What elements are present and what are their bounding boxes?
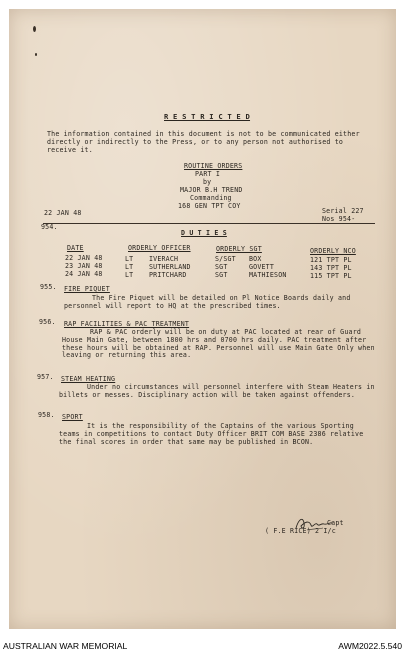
duty-nco: 121 TPT PL [310,256,352,264]
punch-hole [35,53,37,56]
section-number: 956. [39,318,56,326]
order-numbers: Nos 954- [322,215,356,223]
orders-line-2: PART I [195,170,221,178]
section-heading: RAP FACILITIES & PAC TREATMENT [64,320,190,328]
duty-officer-rank: LT [125,271,134,279]
duty-date: 22 JAN 48 [65,254,103,262]
duty-officer-rank: LT [125,255,134,263]
orders-line-5: Commanding [190,194,232,202]
signature-block: ( F.E RICE) 2 I/c [265,527,336,535]
duty-officer-rank: LT [125,263,134,271]
orders-line-3: by [203,178,212,186]
col-orderly-officer: ORDERLY OFFICER [128,244,191,252]
section-heading: STEAM HEATING [61,375,116,383]
duties-heading: D U T I E S [181,229,227,237]
duty-date: 23 JAN 48 [65,262,103,270]
duty-sgt-rank: SGT [215,263,228,271]
section-number: 958. [38,411,55,419]
section-body: It is the responsibility of the Captains of the various Sporting teams in competitions to contact Duty Officer BRIT COM BASE 2386 relative the final scores in order that same may be published in BCON. [59,422,364,446]
duty-sgt-rank: S/SGT [215,255,236,263]
punch-hole [33,26,36,32]
duty-nco: 115 TPT PL [310,272,352,280]
duty-sgt-rank: SGT [215,271,228,279]
orders-line-6: 168 GEN TPT COY [178,202,241,210]
orders-line-4: MAJOR B.H TREND [180,186,243,194]
archive-footer [0,641,405,653]
section-body: RAP & PAC orderly will be on duty at PAC located at rear of Guard House Main Gate, between 1800 hrs and 0700 hrs daily. PAC treatment after these hours will be obtained at RAP. Personnel will use Main Gate Only when leaving or returning this area. [62,328,375,360]
duty-sgt-name: GOVETT [249,263,275,271]
orders-line-1: ROUTINE ORDERS [184,162,243,170]
order-date: 22 JAN 48 [44,209,82,217]
serial-number: Serial 227 [322,207,364,215]
header-divider [43,223,375,224]
section-body: Under no circumstances will personnel interfere with Steam Heaters in billets or messes. Disciplinary action will be taken against offenders. [59,383,375,399]
section-body: The Fire Piquet will be detailed on Pl Notice Boards daily and personnel will report to HQ at the prescribed times. [64,294,351,310]
document-page [9,9,396,629]
duty-date: 24 JAN 48 [65,270,103,278]
col-date: DATE [67,244,84,252]
archive-reference: AWM2022.5.540 [338,641,402,651]
duties-number: 954. [41,223,58,231]
section-heading: SPORT [62,413,83,421]
duty-sgt-name: MATHIESON [249,271,287,279]
section-number: 955. [40,283,57,291]
duty-officer-name: SUTHERLAND [149,263,191,271]
duty-sgt-name: BOX [249,255,262,263]
duty-officer-name: PRITCHARD [149,271,187,279]
section-number: 957. [37,373,54,381]
restricted-title: R E S T R I C T E D [164,112,251,121]
col-orderly-sgt: ORDERLY SGT [216,245,262,253]
col-orderly-nco: ORDERLY NCO [310,247,356,255]
section-heading: FIRE PIQUET [64,285,110,293]
duty-officer-name: IVERACH [149,255,179,263]
duty-nco: 143 TPT PL [310,264,352,272]
security-caveat: The information contained in this document is not to be communicated either directly or indirectly to the Press, or to any person not authorised to receive it. [47,130,360,154]
signature-rank: Capt [327,519,344,527]
archive-name: AUSTRALIAN WAR MEMORIAL [3,641,128,651]
